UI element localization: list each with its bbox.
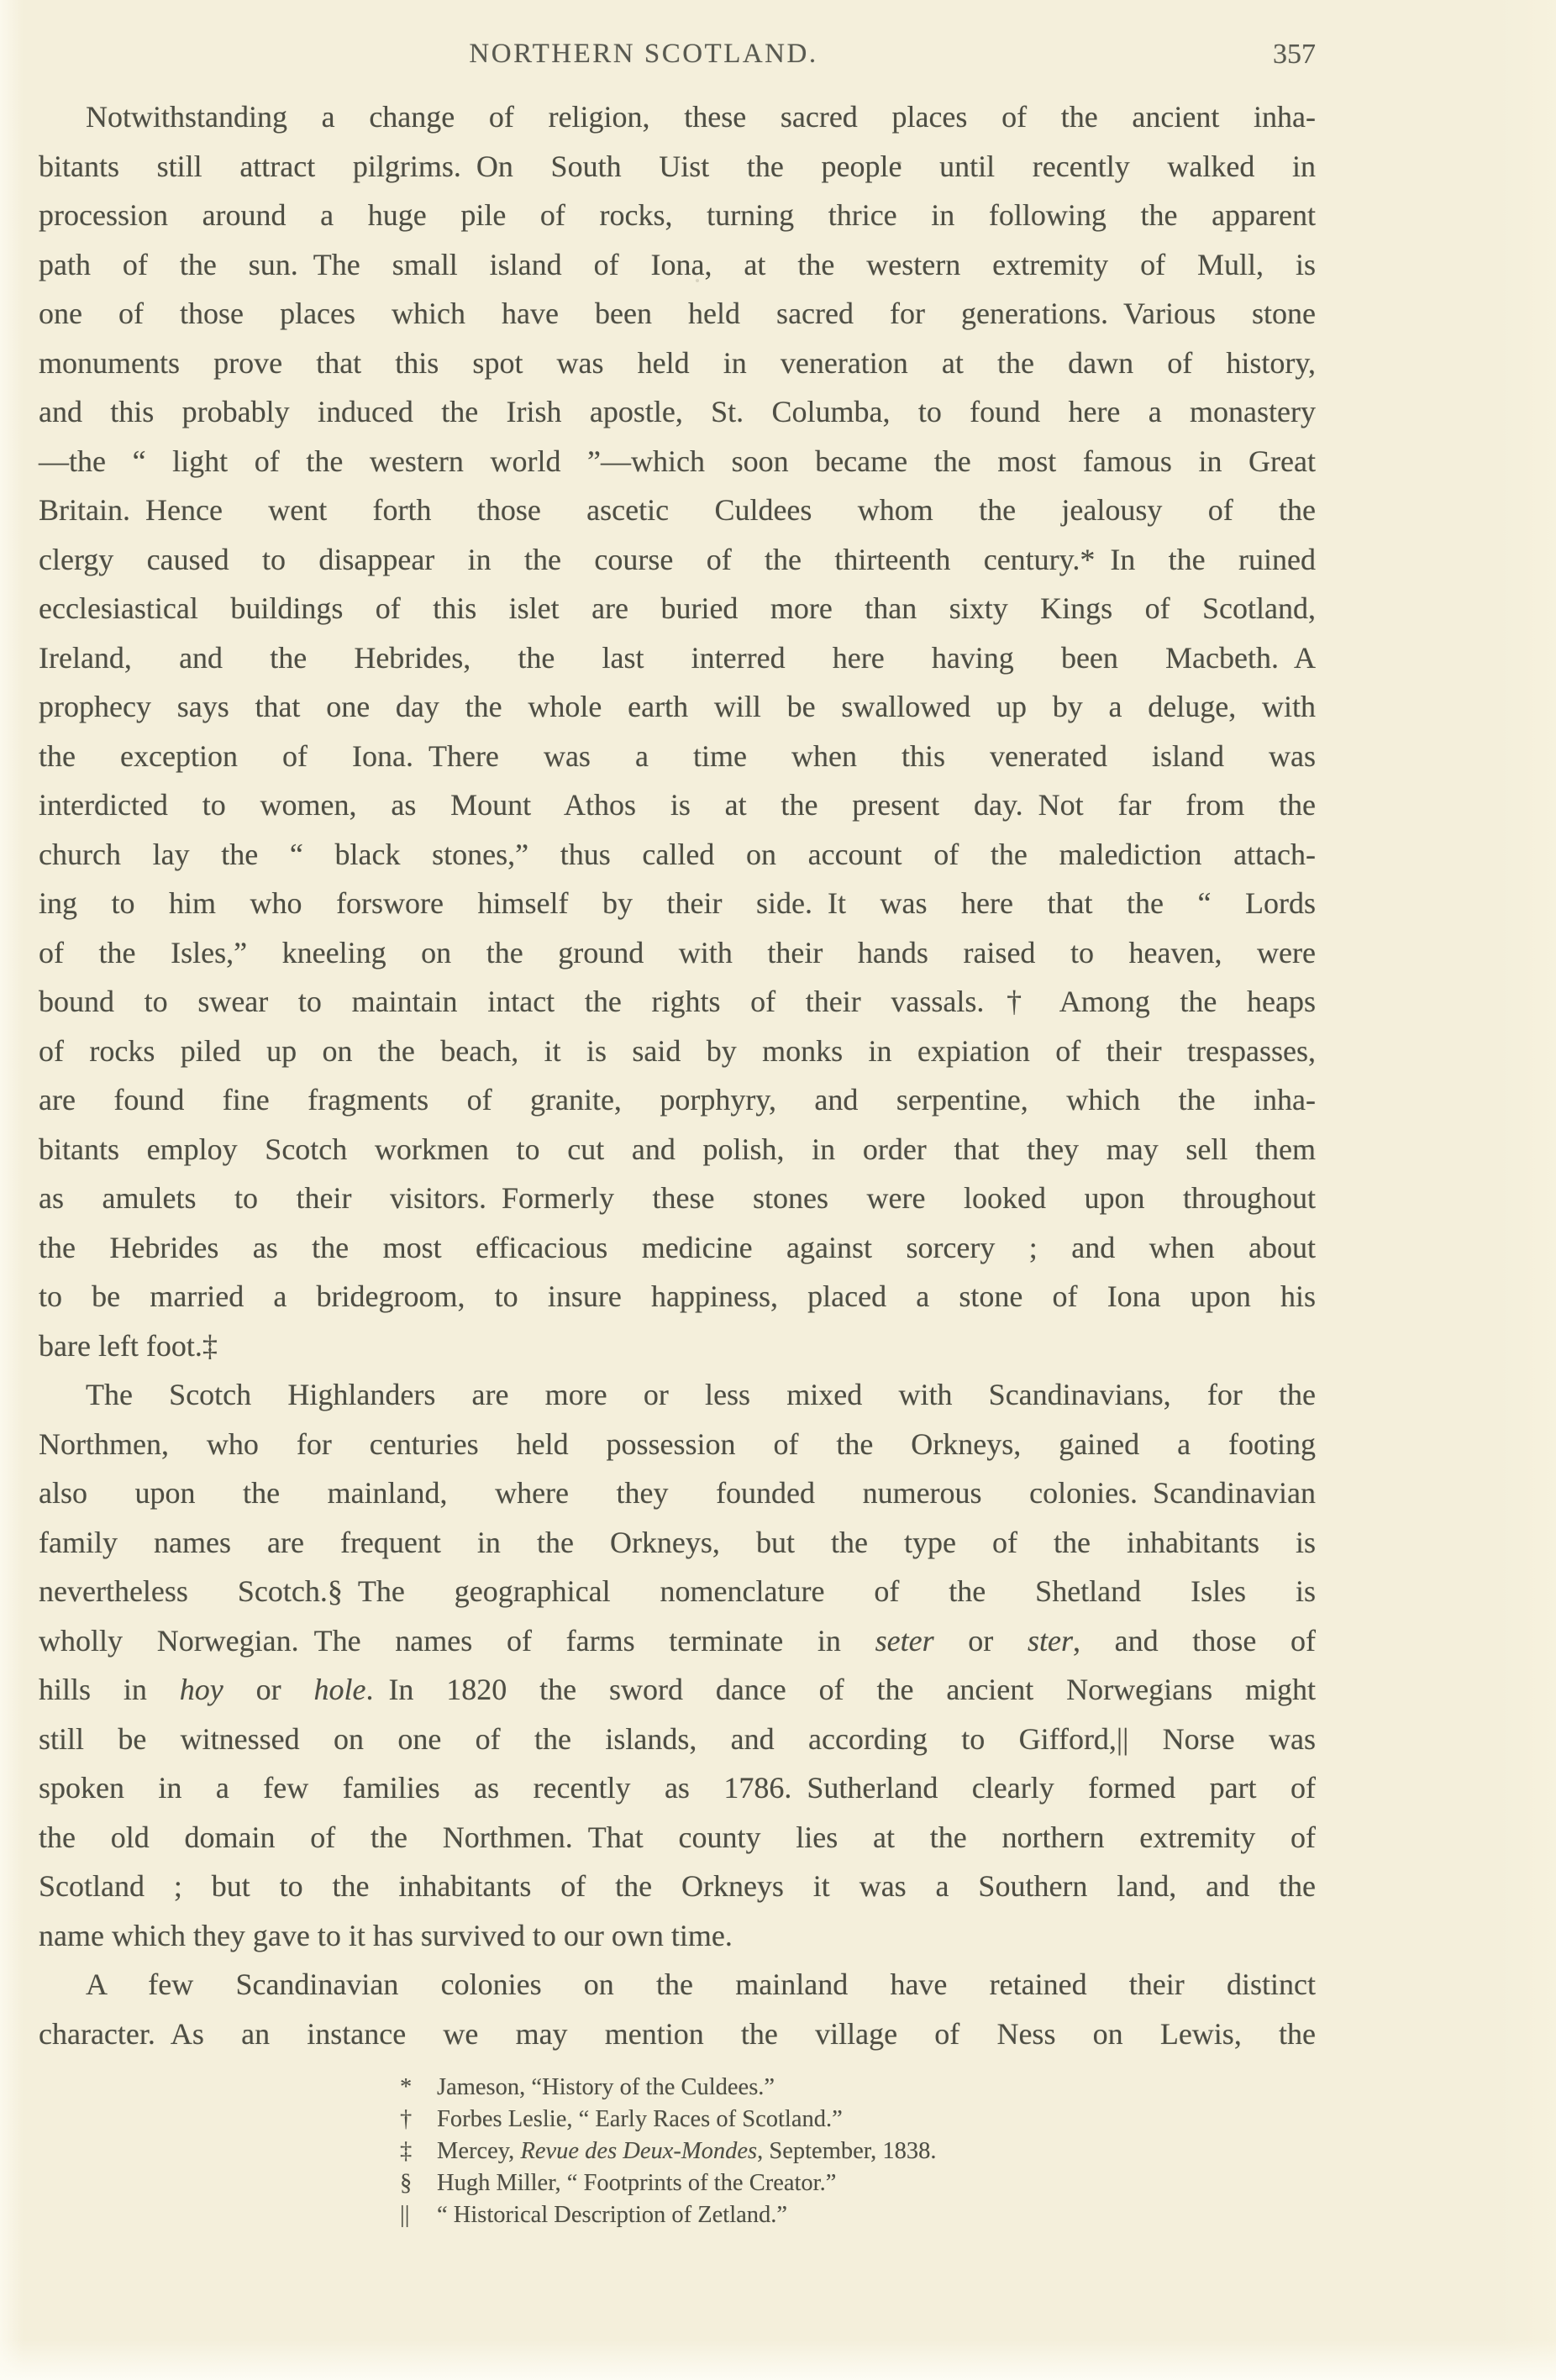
text-line bbox=[39, 732, 1316, 781]
text-line bbox=[39, 1813, 1316, 1862]
italic-text: hoy bbox=[179, 1673, 223, 1706]
text-line bbox=[39, 1911, 1316, 1961]
text-line bbox=[39, 830, 1316, 880]
text-segment: and this probably induced the Irish apostle, St. Columba, to found here a monastery bbox=[39, 395, 1316, 428]
text-line bbox=[39, 1027, 1316, 1076]
text-segment: interdicted to women, as Mount Athos is at the present day. Not far from the bbox=[39, 788, 1316, 822]
text-segment: Ireland, and the Hebrides, the last interred here having been Macbeth. A bbox=[39, 640, 1316, 675]
text-segment: are found fine fragments of granite, porphyry, and serpentine, which the inha- bbox=[39, 1083, 1316, 1116]
text-segment: family names are frequent in the Orkneys, but the type of the inhabitants is bbox=[39, 1525, 1316, 1559]
italic-text: seter bbox=[875, 1623, 934, 1658]
text-line bbox=[39, 1075, 1316, 1125]
text-segment: . In 1820 the sword dance of the ancient Norwegians might bbox=[365, 1673, 1316, 1706]
text-segment: , September, 1838. bbox=[757, 2138, 937, 2164]
text-line bbox=[39, 682, 1316, 732]
text-segment: to be married a bridegroom, to insure happiness, placed a stone of Iona upon his bbox=[39, 1279, 1316, 1313]
text-segment: Scotland ; but to the inhabitants of the Orkneys it was a Southern land, and the bbox=[39, 1869, 1316, 1903]
page-number: 357 bbox=[1273, 39, 1316, 70]
footnote bbox=[400, 2167, 1291, 2199]
text-line bbox=[39, 1174, 1316, 1223]
text-segment: one of those places which have been held sacred for generations. Various stone bbox=[39, 297, 1316, 330]
text-segment: Mercey, bbox=[437, 2138, 521, 2164]
text-line bbox=[39, 535, 1316, 585]
text-segment: of rocks piled up on the beach, it is said by monks in expiation of their trespasses, bbox=[39, 1033, 1316, 1068]
page-edge-bottom bbox=[0, 2340, 1556, 2380]
text-segment: Notwithstanding a change of religion, these sacred places of the ancient inha- bbox=[86, 100, 1316, 134]
text-segment: bitants still attract pilgrims. On South Uist the people until recently walked in bbox=[39, 149, 1316, 183]
text-segment: nevertheless Scotch.§ The geographical nomenclature of the Shetland Isles is bbox=[39, 1574, 1316, 1608]
text-segment: also upon the mainland, where they founded numerous colonies. Scandinavian bbox=[39, 1476, 1316, 1510]
text-segment: character. As an instance we may mention the village of Ness on Lewis, the bbox=[39, 2016, 1316, 2051]
text-segment: bitants employ Scotch workmen to cut and polish, in order that they may sell them bbox=[39, 1132, 1316, 1166]
footnote-marker: * bbox=[400, 2074, 413, 2100]
footnote bbox=[400, 2199, 1291, 2231]
text-line bbox=[39, 92, 1316, 142]
text-segment: name which they gave to it has survived to our own time. bbox=[39, 1918, 733, 1952]
text-line bbox=[39, 486, 1316, 535]
footnote bbox=[400, 2136, 1291, 2167]
text-line bbox=[39, 1321, 1316, 1371]
text-segment: or bbox=[933, 1623, 1028, 1658]
text-segment: ecclesiastical buildings of this islet are buried more than sixty Kings of Scotland, bbox=[39, 591, 1316, 625]
text-segment: The Scotch Highlanders are more or less mixed with Scandinavians, for the bbox=[86, 1378, 1316, 1411]
text-segment: Forbes Leslie, “ Early Races of Scotland.” bbox=[437, 2106, 843, 2132]
text-line bbox=[39, 289, 1316, 339]
running-head bbox=[39, 39, 1316, 76]
italic-text: ster bbox=[1027, 1623, 1073, 1658]
text-line bbox=[39, 1468, 1316, 1518]
page-edge-right bbox=[1497, 0, 1556, 2380]
text-segment: Northmen, who for centuries held possession of the Orkneys, gained a footing bbox=[39, 1426, 1316, 1461]
text-line bbox=[39, 633, 1316, 683]
text-line bbox=[39, 928, 1316, 978]
footnote bbox=[400, 2104, 1291, 2136]
footnotes bbox=[400, 2072, 1291, 2231]
text-line bbox=[39, 1125, 1316, 1174]
text-segment: —the “ light of the western world ”—which soon became the most famous in Great bbox=[39, 444, 1316, 478]
text-segment: bare left foot.‡ bbox=[39, 1328, 218, 1363]
text-segment: as amulets to their visitors. Formerly these stones were looked upon throughout bbox=[39, 1181, 1316, 1215]
text-line bbox=[39, 1567, 1316, 1616]
text-segment: still be witnessed on one of the islands, and according to Gifford,|| Norse was bbox=[39, 1721, 1316, 1756]
text-segment: of the Isles,” kneeling on the ground with their hands raised to heaven, were bbox=[39, 935, 1316, 969]
text-segment: path of the sun. The small island of Iona, at the western extremity of Mull, is bbox=[39, 247, 1316, 281]
text-segment: Britain. Hence went forth those ascetic Culdees whom the jealousy of the bbox=[39, 493, 1316, 527]
text-line bbox=[39, 1272, 1316, 1321]
paragraph bbox=[39, 1370, 1316, 1960]
paragraph bbox=[39, 1960, 1316, 2058]
text-line bbox=[39, 1223, 1316, 1273]
text-line bbox=[39, 387, 1316, 437]
text-segment: the Hebrides as the most efficacious medicine against sorcery ; and when about bbox=[39, 1230, 1316, 1264]
text-line bbox=[39, 879, 1316, 928]
text-line bbox=[39, 1420, 1316, 1469]
text-segment: A few Scandinavian colonies on the mainland have retained their distinct bbox=[86, 1968, 1316, 2001]
text-line bbox=[39, 2010, 1316, 2059]
text-segment: or bbox=[223, 1673, 314, 1706]
text-line bbox=[39, 1960, 1316, 2010]
text-line bbox=[39, 437, 1316, 486]
text-segment: Jameson, “History of the Culdees.” bbox=[437, 2074, 775, 2100]
text-line bbox=[39, 780, 1316, 830]
text-segment: “ Historical Description of Zetland.” bbox=[437, 2202, 788, 2228]
text-segment: the exception of Iona. There was a time when this venerated island was bbox=[39, 738, 1316, 773]
footnote-marker: ‡ bbox=[400, 2138, 413, 2164]
text-line bbox=[39, 1370, 1316, 1420]
text-segment: church lay the “ black stones,” thus called on account of the malediction attach- bbox=[39, 837, 1316, 871]
text-segment: Hugh Miller, “ Footprints of the Creator.” bbox=[437, 2170, 837, 2196]
text-segment: prophecy says that one day the whole earth will be swallowed up by a deluge, with bbox=[39, 690, 1316, 723]
text-segment: procession around a huge pile of rocks, turning thrice in following the apparent bbox=[39, 198, 1316, 232]
text-line bbox=[39, 584, 1316, 633]
text-line bbox=[39, 240, 1316, 290]
text-segment: ing to him who forswore himself by their side. It was here that the “ Lords bbox=[39, 886, 1316, 920]
footnote-marker: † bbox=[400, 2106, 413, 2132]
text-segment: the old domain of the Northmen. That county lies at the northern extremity of bbox=[39, 1820, 1316, 1854]
text-line bbox=[39, 339, 1316, 388]
text-line bbox=[39, 1616, 1316, 1666]
text-segment: clergy caused to disappear in the course of the thirteenth century.* In the ruined bbox=[39, 542, 1316, 576]
text-line bbox=[39, 977, 1316, 1027]
paragraph bbox=[39, 92, 1316, 1370]
running-header-title: NORTHERN SCOTLAND. bbox=[469, 39, 818, 69]
text-line bbox=[39, 142, 1316, 192]
footnote bbox=[400, 2072, 1291, 2104]
italic-text: hole bbox=[313, 1673, 366, 1706]
text-line bbox=[39, 1715, 1316, 1764]
text-segment: hills in bbox=[39, 1673, 180, 1706]
page-body bbox=[39, 92, 1316, 2058]
footnote-marker: § bbox=[400, 2170, 413, 2196]
text-segment: wholly Norwegian. The names of farms terminate in bbox=[39, 1623, 875, 1658]
page-edge-left bbox=[0, 0, 24, 2380]
italic-text: Revue des Deux-Mondes bbox=[520, 2138, 758, 2164]
text-line bbox=[39, 1763, 1316, 1813]
text-line bbox=[39, 191, 1316, 240]
footnote-marker: || bbox=[400, 2202, 410, 2228]
text-line bbox=[39, 1862, 1316, 1911]
text-line bbox=[39, 1665, 1316, 1715]
text-line bbox=[39, 1518, 1316, 1568]
text-segment: , and those of bbox=[1072, 1623, 1316, 1658]
text-segment: bound to swear to maintain intact the rights of their vassals.† Among the heaps bbox=[39, 985, 1316, 1018]
text-segment: spoken in a few families as recently as 1786. Sutherland clearly formed part of bbox=[39, 1771, 1316, 1805]
text-segment: monuments prove that this spot was held in veneration at the dawn of history, bbox=[39, 345, 1316, 380]
